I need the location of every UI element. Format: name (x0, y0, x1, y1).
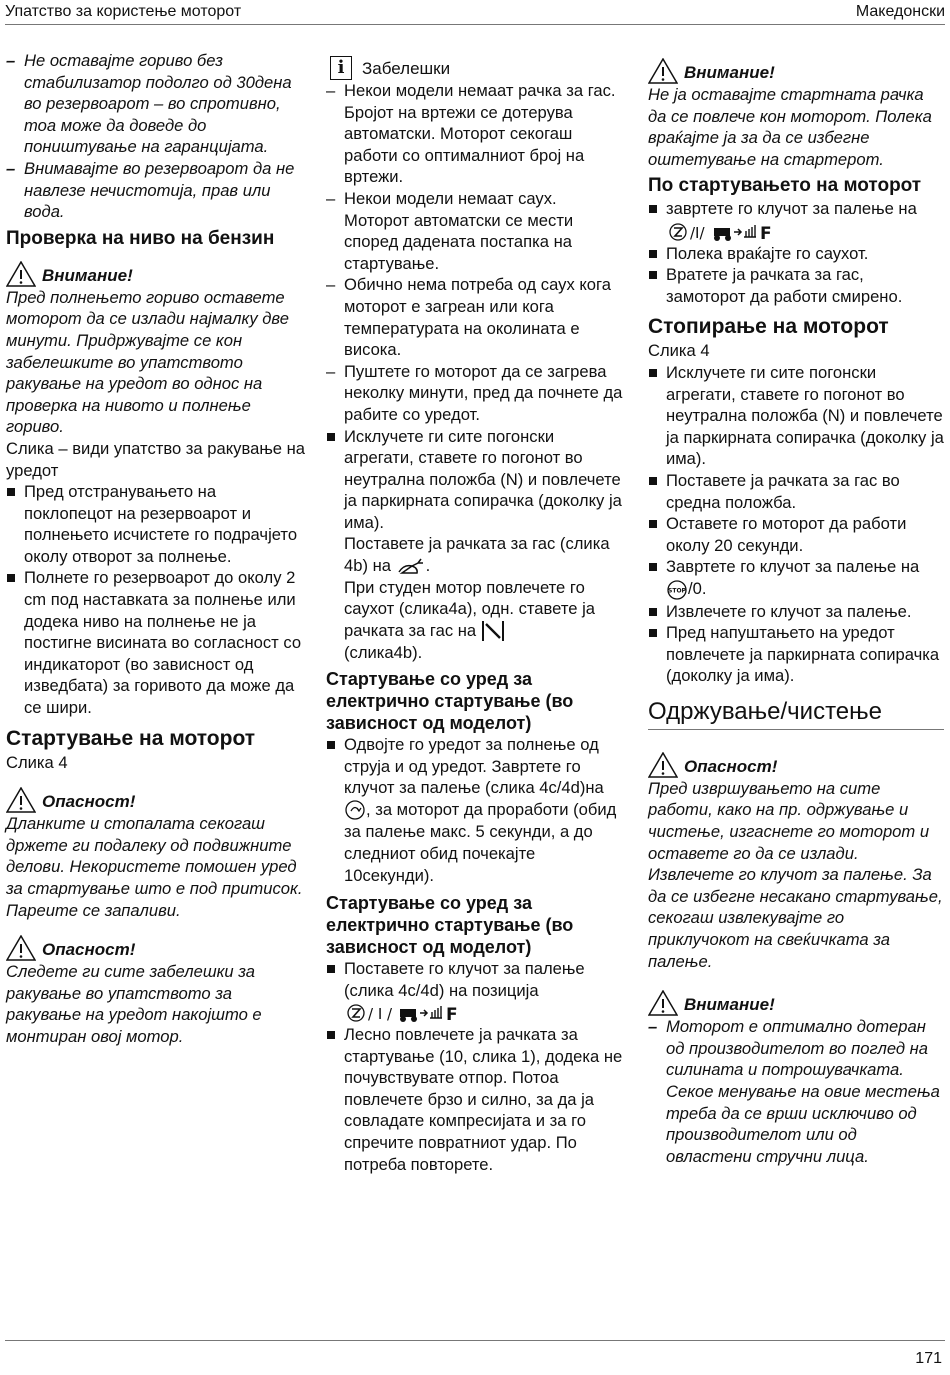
warning-triangle-icon (6, 261, 36, 287)
after-item-1: завртете го клучот за палење на (666, 199, 917, 219)
prep-text-4: (слика4b). (344, 643, 423, 663)
fuel-list (6, 481, 308, 719)
notes-list (326, 80, 626, 426)
list-item: Пред напуштањето на уредот повлечете ја паркирната сопирачка (доколку ја има). (648, 622, 944, 687)
stop-list (648, 362, 944, 687)
warning-triangle-icon (648, 58, 678, 84)
start-figure-ref: Слика 4 (6, 752, 68, 772)
list-item: – Пуштете го моторот да се загрева неколку минути, пред да почнете да рабите со уредот. (326, 361, 626, 426)
prep-text-3: При студен мотор повлечете го саухот (слика4а), одн. ставете ја рачката за гас на (344, 577, 595, 640)
electric-text-1a: Одвојте го уредот за полнење од струја и од уредот. Завртете го клучот за палење (слика 4c/4d)на (344, 735, 604, 798)
danger-2-label: Опасност! (42, 940, 136, 960)
svg-text:STOP: STOP (668, 587, 686, 594)
fuel-warning-label: Внимание! (42, 265, 133, 285)
list-item: Исклучете ги сите погонски агрегати, ставете го погонот во неутрална положба (N) и повлечете ја паркирната сопирачка (доколку ја има). Поставете ја рачката за гас (слика 4b) на . При студен мотор повлечете го саухот (слика4а), одн. ставете ја рачката за гас на (слика4b). (326, 426, 626, 665)
svg-text:/ I /: / I / (368, 1005, 393, 1024)
stop-key-suffix: /0. (688, 578, 707, 598)
stop-icon (666, 579, 688, 601)
list-item (648, 556, 944, 600)
page-number: 171 (915, 1350, 942, 1367)
electric-heading-1: Стартување со уред за електрично стартување (во зависност од моделот) (326, 669, 574, 734)
list-item: Исклучете ги сите погонски агрегати, ставете го погонот во неутрална положба (N) и повлечете ја паркирната сопирачка (доколку ја има). (648, 362, 944, 470)
list-item: Пред отстранувањето на поклопецот на резервоарот и полнењето исчистете го подрачјето околу отворот за полнење. (6, 481, 308, 567)
svg-text:F: F (446, 1005, 458, 1025)
stop-heading: Стопирање на моторот (648, 315, 889, 339)
danger-1-text: Дланките и стопалата секогаш држете ги подалеку од подвижните делови. Некористете помошен уред за стартување што е под притисок. Пареите се запаливи. (6, 814, 303, 920)
column-2 (326, 56, 626, 1175)
fuel-dash-list (6, 50, 308, 223)
starter-warning-label: Внимание! (684, 63, 775, 82)
start-key-icon (344, 799, 366, 821)
electric-list-2 (326, 958, 626, 1175)
list-item: – Обично нема потреба од саух кога моторот е загреан или кога температурата на околината е висока. (326, 274, 626, 360)
list-item (648, 198, 944, 242)
warning-triangle-icon (648, 752, 678, 778)
rabbit-icon (396, 557, 426, 577)
warning-triangle-icon (648, 990, 678, 1016)
list-item: Оставете го моторот да работи околу 20 секунди. (648, 513, 944, 556)
danger-1-label: Опасност! (42, 792, 136, 812)
after-start-list (648, 198, 944, 307)
electric-heading-2: Стартување со уред за електрично стартување (во зависност од моделот) (326, 893, 574, 958)
prep-text-1: Исклучете ги сите погонски агрегати, ставете го погонот во неутрална положба (N) и повлечете ја паркирната сопирачка (доколку ја има). (344, 426, 622, 532)
list-item: Лесно повлечете ја рачката за стартување (10, слика 1), додека не почувствувате отпор. Потоа повлечете брзо и силно, за да ја совладате компресијата и за го спречите повратниот удар. По потреба повторете. (326, 1024, 626, 1175)
svg-text:/I/: /I/ (690, 223, 705, 242)
danger-2-header (6, 935, 308, 961)
warning-triangle-icon (6, 787, 36, 813)
list-item (326, 958, 626, 1024)
electric-text-2: Поставете го клучот за палење (слика 4c/4d) на позиција (344, 959, 585, 1000)
fuel-warning-header (6, 261, 308, 287)
list-item (326, 734, 626, 886)
page-header (5, 0, 945, 25)
list-item: Поставете ја рачката за гас во средна положба. (648, 470, 944, 513)
warning-triangle-icon (6, 935, 36, 961)
danger-2-text: Следете ги сите забелешки за ракување во упатството за ракување на уредот накојшто е монтиран овој мотор. (6, 962, 262, 1046)
fuel-figure-ref: Слика – види упатство за ракување на уредот (6, 438, 306, 480)
fuel-warning-text: Пред полнењето гориво оставете моторот да се излади најмалку две минути. Придржувајте се кон забелешките во упатството ракување на уредот во однос на проверка на нивото и полнење гориво. (6, 287, 289, 437)
column-3 (648, 50, 944, 1167)
after-start-heading: По стартувањето на моторот (648, 175, 922, 197)
stop-key-text: Завртете го клучот за палење на (666, 557, 920, 577)
danger-1-header (6, 787, 308, 813)
electric-text-1b: , за моторот да проработи (обид за палење макс. 5 секунди, а до следниот обид почекајте 10секунди). (344, 799, 617, 885)
stop-figure-ref: Слика 4 (648, 341, 710, 361)
list-item: Полека враќајте го саухот. (648, 243, 944, 265)
electric-list-1 (326, 734, 626, 886)
list-item: – Некои модели немаат рачка за гас. Бројот на вртежи се дотерува автоматски. Моторот секогаш работи со оптималниот број на вртежи. (326, 80, 626, 188)
choke-icon (481, 620, 505, 642)
list-item: Вратете ја рачката за гас, замоторот да работи смирено. (648, 264, 944, 307)
maintenance-warning-list (648, 1016, 944, 1167)
list-item: – Моторот е оптимално дотеран од производителот во поглед на силината и потрошувачката. Секое менување на овие местења треба да се врши исключиво од производителот или од овластени стручни лица. (648, 1016, 944, 1167)
info-icon: i (330, 56, 352, 80)
list-item: – Не оставајте гориво без стабилизатор подолго од 30дена во резервоарот – во спротивно, тоа може да доведе до поништување на гаранцијата. (6, 50, 308, 158)
header-language: Македонски (855, 3, 945, 20)
run-position-icons (666, 221, 792, 243)
run-position-icons (344, 1002, 474, 1024)
list-item: Извлечете го клучот за палење. (648, 601, 944, 623)
svg-text:F: F (760, 223, 772, 243)
notes-header (326, 56, 626, 80)
list-item: – Внимавајте во резервоарот да не навлезе нечистотија, прав или вода. (6, 158, 308, 223)
starter-warning-text: Не ја оставајте стартната рачка да се повлече кон моторот. Полека враќајте ја за да се избегне оштетување на стартерот. (648, 85, 932, 169)
maintenance-warning-header (648, 990, 944, 1016)
footer-divider (5, 1340, 945, 1341)
fuel-check-heading: Проверка на ниво на бензин (6, 227, 275, 249)
maintenance-danger-text: Пред извршувањето на сите работи, како на пр. одржување и чистење, изгаснете го моторот и оставете го да се излади. Извлечете го клучот за палење. За да се избегне несакано стартување, секогаш извлекувајте го приклучокот на свеќичката за палење. (648, 778, 943, 971)
list-item: Полнете го резервоарот до околу 2 cm под наставката за полнење или додека ниво на полнење не ја постигне висината во согласност со индикаторот (во зависност од изведбата) за горивото да може да се шири. (6, 567, 308, 718)
start-heading: Стартување на моторот (6, 726, 256, 750)
header-title: Упатство за користење моторот (5, 3, 242, 20)
notes-label: Забелешки (362, 59, 451, 78)
maintenance-warning-label: Внимание! (684, 995, 775, 1015)
list-item: – Некои модели немаат саух. Моторот автоматски се мести според дадената постапка на стартување. (326, 188, 626, 274)
column-1 (6, 50, 308, 1048)
prep-list (326, 426, 626, 665)
maintenance-danger-label: Опасност! (684, 756, 778, 776)
maintenance-danger-header (648, 752, 944, 778)
prep-text-2: Поставете ја рачката за гас (слика 4b) на (344, 534, 610, 576)
maintenance-heading: Одржување/чистење (648, 697, 944, 730)
starter-warning-header (648, 58, 944, 84)
